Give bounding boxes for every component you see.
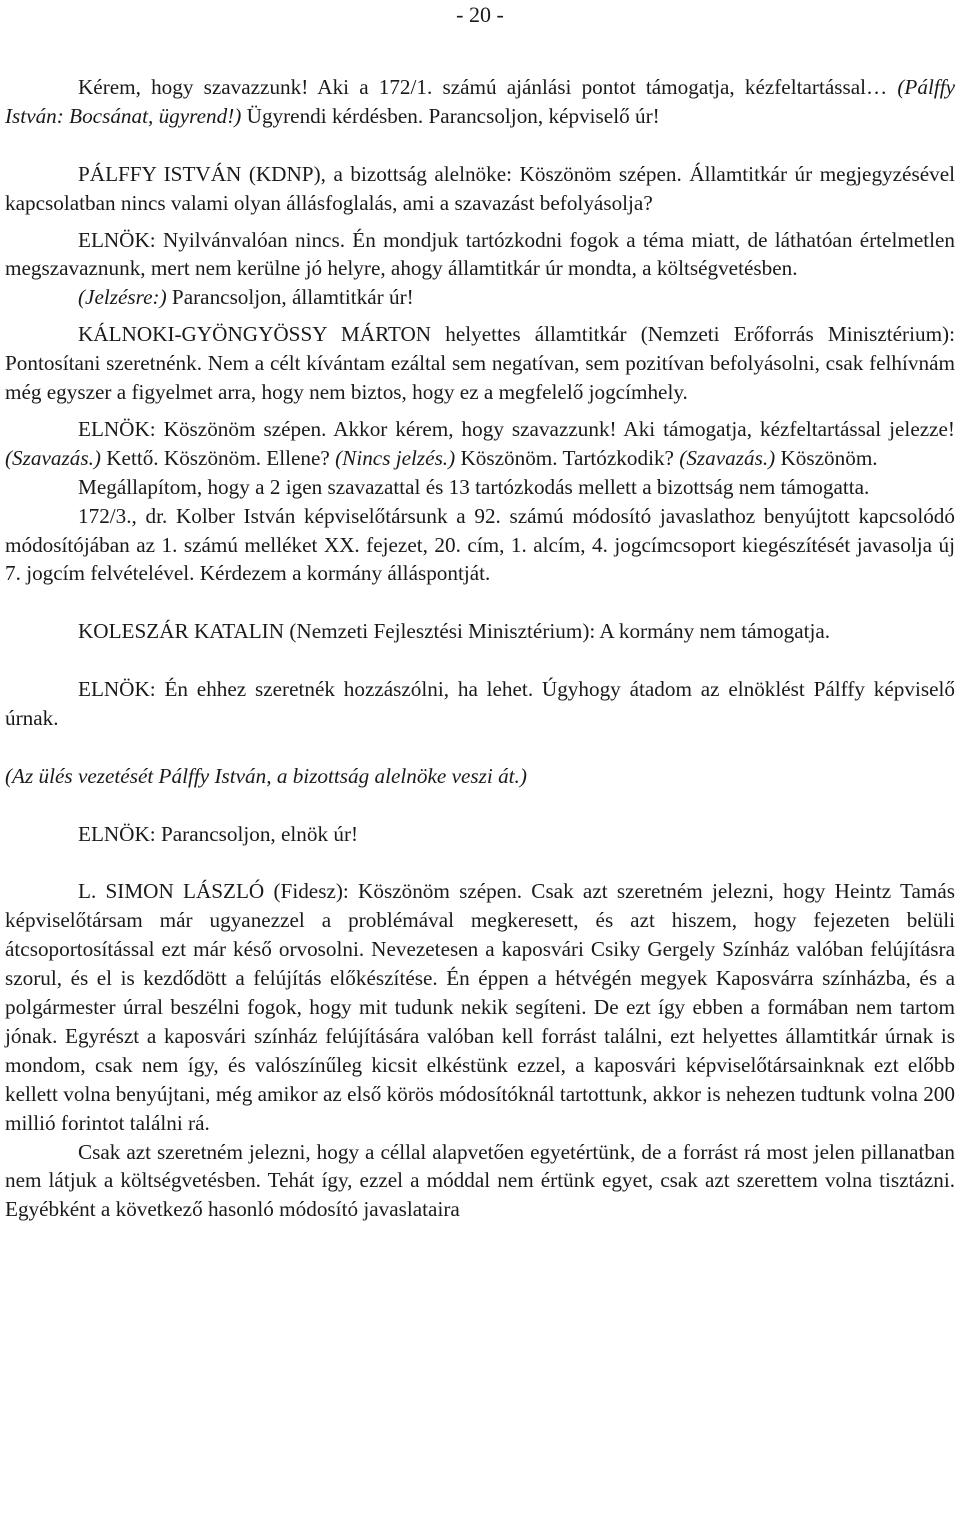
paragraph-text: Kérem, hogy szavazzunk! Aki a 172/1. számú ajánlási pontot támogatja, kézfeltartással… <box>78 75 888 99</box>
paragraph-signal <box>5 283 955 312</box>
paragraph-elnok-vote <box>5 415 955 473</box>
page-number: - 20 - <box>456 2 504 27</box>
stage-direction-chair-change: (Az ülés vezetését Pálffy István, a bizottság alelnöke veszi át.) <box>5 763 527 788</box>
stage-direction: (Szavazás.) <box>679 445 776 470</box>
paragraph-text: Köszönöm. Tartózkodik? <box>460 445 674 470</box>
transcript-body <box>5 73 955 1224</box>
paragraph-text: Kettő. Köszönöm. Ellene? <box>106 445 330 470</box>
paragraph-elnok-abstain: ELNÖK: Nyilvánvalóan nincs. Én mondjuk tartózkodni fogok a téma miatt, de láthatóan értelmetlen megszavaznunk, mert nem kerülne jó helyre, ahogy államtitkár úr mondta, a költségvetésben. <box>5 227 955 281</box>
paragraph-simon-cont: Csak azt szeretném jelezni, hogy a céllal alapvetően egyetértünk, de a forrást rá most jelen pillanatban nem látjuk a költségvetésben. Tehát így, ezzel a móddal nem értünk egyet, csak azt szerettem volna tisztázni. Egyébként a következő hasonló módosító javaslataira <box>5 1139 955 1222</box>
stage-direction: (Jelzésre:) <box>78 285 167 310</box>
paragraph-elnok-invite: ELNÖK: Parancsoljon, elnök úr! <box>78 821 359 846</box>
paragraph-text: Köszönöm. <box>780 445 878 470</box>
stage-direction: (Nincs jelzés.) <box>335 445 456 470</box>
paragraph-text: Ügyrendi kérdésben. Parancsoljon, képviselő úr! <box>246 103 660 128</box>
paragraph-koleszar: KOLESZÁR KATALIN (Nemzeti Fejlesztési Minisztérium): A kormány nem támogatja. <box>78 619 831 644</box>
paragraph-text: ELNÖK: Köszönöm szépen. Akkor kérem, hogy szavazzunk! Aki támogatja, kézfeltartással jelezze! <box>78 416 955 441</box>
paragraph-text: Parancsoljon, államtitkár úr! <box>171 285 414 310</box>
paragraph-simon: L. SIMON LÁSZLÓ (Fidesz): Köszönöm szépen. Csak azt szeretném jelezni, hogy Heintz Tamás képviselőtársam már ugyanezzel a problémával megkeresett, és azt hiszem, hogy fejezeten belüli átcsoportosítással ezt már késő orvosolni. Nevezetesen a kaposvári Csiky Gergely Színház valóban felújításra szorul, és el is kezdődött a felújítás előkészítése. Én éppen a hétvégén megyek Kaposvárra színházba, és a polgármester úrral beszélni fogok, hogy mit tudunk nekik segíteni. De ezt így ebben a formában nem tartom jónak. Egyrészt a kaposvári színház felújítására valóban kell forrást találni, ezt helyettes államtitkár úrnak is mondom, csak nem így, és valószínűleg kicsit elkéstünk ezzel, a kaposvári képviselőtársainknak ezt előbb kellett volna benyújtani, még amikor az első körös módosítóknál tartottunk, akkor is nehezen tudtunk volna 200 millió forintot találni rá. <box>5 879 955 1135</box>
stage-direction: (Szavazás.) <box>5 445 101 470</box>
paragraph-palffy: PÁLFFY ISTVÁN (KDNP), a bizottság alelnöke: Köszönöm szépen. Államtitkár úr megjegyzésével kapcsolatban nincs valami olyan állásfoglalás, ami a szavazást befolyásolja? <box>5 161 955 215</box>
interjection: (Pálffy István: Bocsánat, ügyrend!) <box>5 75 956 128</box>
paragraph-result: Megállapítom, hogy a 2 igen szavazattal és 13 tartózkodás mellett a bizottság nem támogatta. <box>78 474 870 499</box>
paragraph-vote-call <box>5 73 955 131</box>
paragraph-amendment: 172/3., dr. Kolber István képviselőtársunk a 92. számú módosító javaslathoz benyújtott kapcsolódó módosítójában az 1. számú melléket XX. fejezet, 20. cím, 1. alcím, 4. jogcímcsoport kiegészítését javasolja új 7. jogcím felvételével. Kérdezem a kormány álláspontját. <box>5 503 955 586</box>
paragraph-elnok-handover: ELNÖK: Én ehhez szeretnék hozzászólni, ha lehet. Úgyhogy átadom az elnöklést Pálffy képviselő úrnak. <box>5 677 955 730</box>
paragraph-kalnoki: KÁLNOKI-GYÖNGYÖSSY MÁRTON helyettes államtitkár (Nemzeti Erőforrás Minisztérium): Pontosítani szeretnénk. Nem a célt kívántam ezáltal sem negatívan, sem pozitívan befolyásolni, csak felhívnám még egyszer a figyelmet arra, hogy nem biztos, hogy ez a megfelelő jogcímhely. <box>5 322 955 405</box>
